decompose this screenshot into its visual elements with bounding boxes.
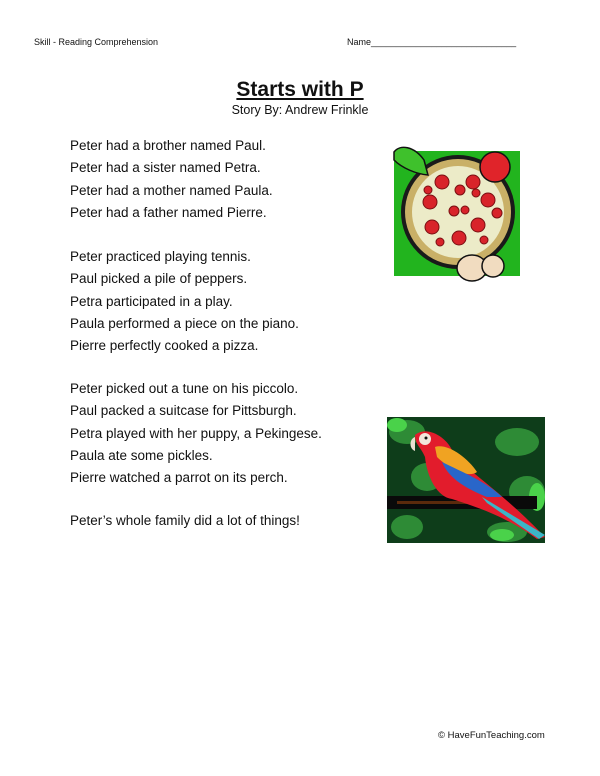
- story-line: Peter practiced playing tennis.: [70, 249, 251, 264]
- parrot-illustration: [387, 417, 545, 543]
- story-line: Peter’s whole family did a lot of things!: [70, 513, 300, 528]
- story-line: Petra participated in a play.: [70, 293, 233, 309]
- paragraph-3: [70, 378, 322, 489]
- paragraph-2: [70, 246, 299, 357]
- story-line: Peter had a mother named Paula.: [70, 182, 273, 198]
- name-field: Name_____________________________: [347, 37, 517, 47]
- story-line: Paul packed a suitcase for Pittsburgh.: [70, 403, 297, 419]
- story-line: Pierre watched a parrot on its perch.: [70, 470, 288, 486]
- story-line: Peter had a sister named Petra.: [70, 160, 261, 176]
- story-author: Story By: Andrew Frinkle: [231, 103, 369, 117]
- paragraph-4: [70, 510, 300, 532]
- skill-label: Skill - Reading Comprehension: [34, 37, 159, 47]
- pizza-illustration: [380, 140, 530, 290]
- copyright-footer: © HaveFunTeaching.com: [438, 730, 545, 741]
- story-line: Paula performed a piece on the piano.: [70, 315, 299, 331]
- story-line: Peter had a brother named Paul.: [70, 138, 266, 153]
- story-line: Pierre perfectly cooked a pizza.: [70, 338, 259, 354]
- story-line: Paula ate some pickles.: [70, 447, 213, 463]
- page-title: Starts with P: [236, 78, 364, 101]
- story-line: Peter picked out a tune on his piccolo.: [70, 381, 299, 396]
- story-line: Peter had a father named Pierre.: [70, 204, 267, 220]
- story-line: Paul picked a pile of peppers.: [70, 271, 248, 287]
- paragraph-1: [70, 135, 273, 224]
- story-line: Petra played with her puppy, a Pekingese.: [70, 425, 322, 441]
